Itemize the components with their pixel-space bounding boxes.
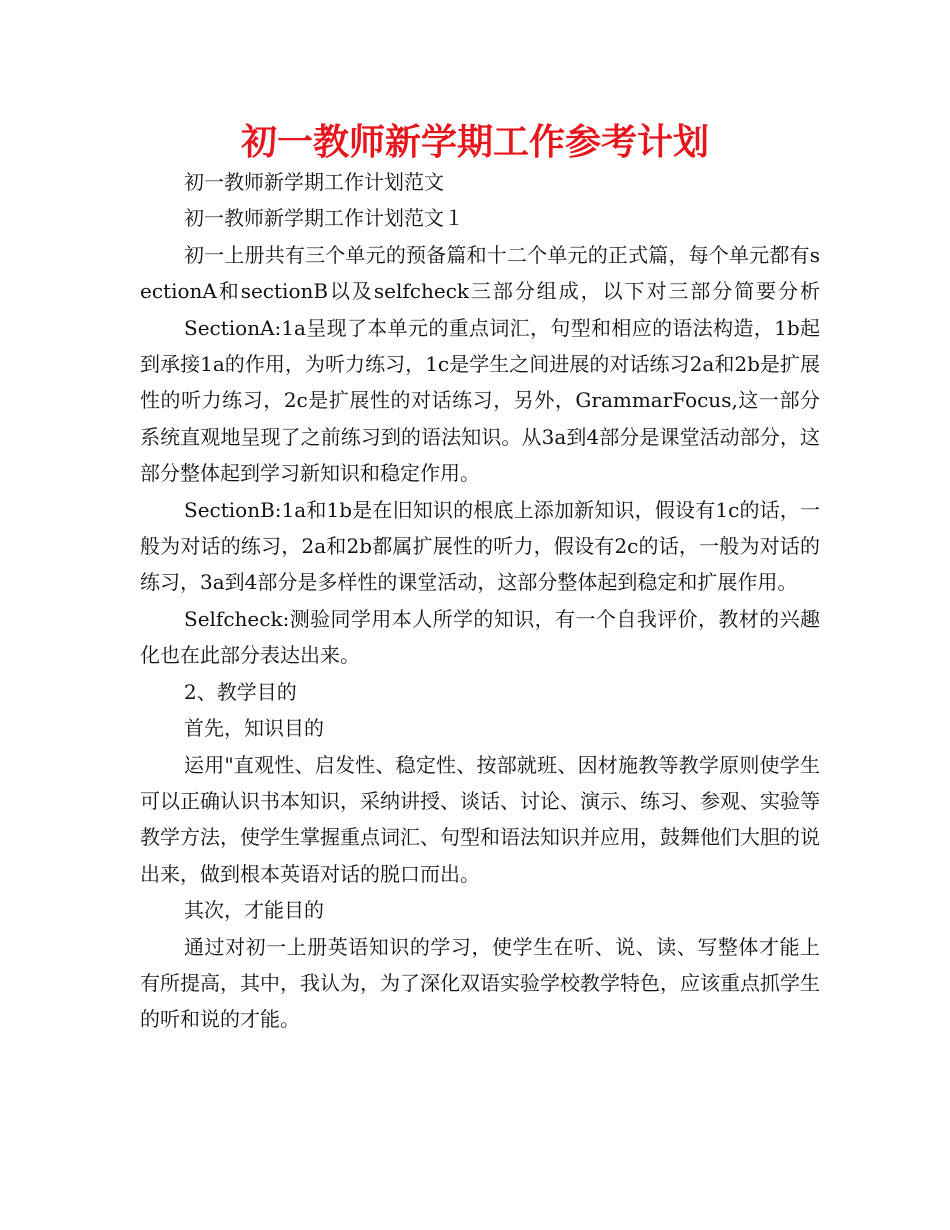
paragraph-knowledge: 运用"直观性、启发性、稳定性、按部就班、因材施教等教学原则使学生可以正确认识书本知识，采纳讲授、谈话、讨论、演示、练习、参观、实验等教学方法，使学生掌握重点词汇、句型和语法知识并应用，鼓舞他们大胆的说出来，做到根本英语对话的脱口而出。: [140, 752, 820, 886]
section-heading-3: 2、教学目的: [184, 679, 297, 704]
section-heading-4: 首先，知识目的: [184, 716, 324, 741]
section-heading-5: 其次，才能目的: [184, 898, 324, 923]
document-body: [140, 164, 820, 1038]
section-heading-1: 初一教师新学期工作计划范文: [184, 170, 444, 194]
paragraph-selfcheck: Selfcheck:测验同学用本人所学的知识，有一个自我评价，教材的兴趣化也在此部分表达出来。: [140, 606, 820, 668]
document-title: 初一教师新学期工作参考计划: [240, 122, 709, 163]
section-heading-2: 初一教师新学期工作计划范文１: [184, 206, 464, 231]
paragraph-intro-b: SectionA:1a呈现了本单元的重点词汇，句型和相应的语法构造，1b起到承接1a的作用，为听力练习，1c是学生之间进展的对话练习2a和2b是扩展性的听力练习，2c是扩展性的对话练习，另外，GrammarFocus,这一部分系统直观地呈现了之前练习到的语法知识。从3a到4部分是课堂活动部分，这部分整体起到学习新知识和稳定作用。: [140, 315, 820, 486]
paragraph-section-b: SectionB:1a和1b是在旧知识的根底上添加新知识，假设有1c的话，一般为对话的练习，2a和2b都属扩展性的听力，假设有2c的话，一般为对话的练习，3a到4部分是多样性的课堂活动，这部分整体起到稳定和扩展作用。: [140, 497, 820, 595]
paragraph-intro: [140, 237, 820, 492]
paragraph-intro-a: 初一上册共有三个单元的预备篇和十二个单元的正式篇，每个单元都有sectionA和sectionB以及selfcheck三部分组成，以下对三部分简要分析: [140, 242, 820, 304]
paragraph-ability: 通过对初一上册英语知识的学习，使学生在听、说、读、写整体才能上有所提高，其中，我认为，为了深化双语实验学校教学特色，应该重点抓学生的听和说的才能。: [140, 934, 820, 1032]
